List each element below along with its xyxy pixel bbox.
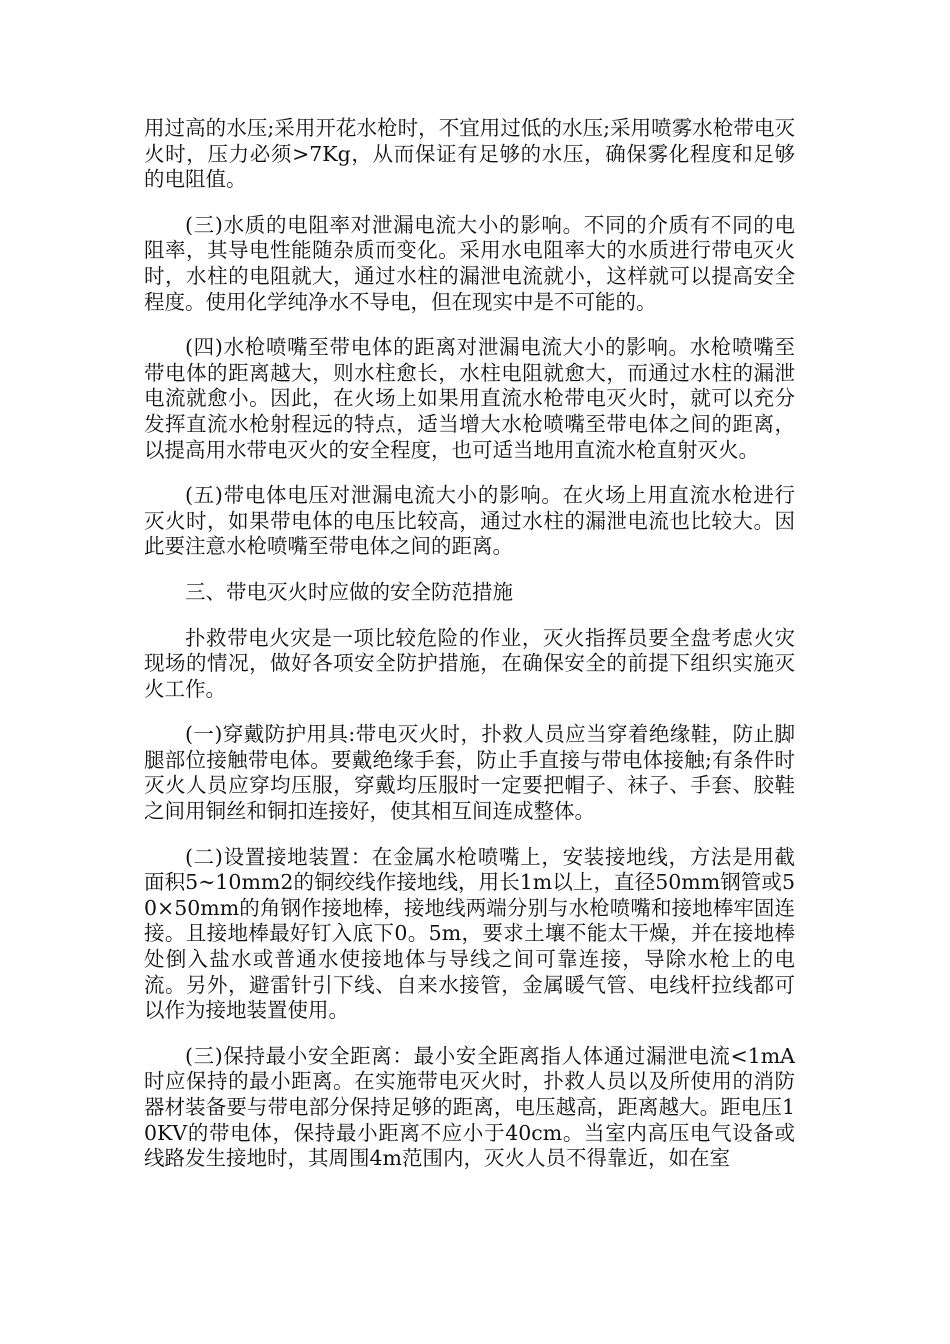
paragraph-voltage: (五)带电体电压对泄漏电流大小的影响。在火场上用直流水枪进行灭火时，如果带电体的电压比较高，通过水柱的漏泄电流也比较大。因此要注意水枪喷嘴至带电体之间的距离。	[144, 483, 795, 559]
document-page	[144, 116, 795, 1192]
paragraph-grounding: (二)设置接地装置：在金属水枪喷嘴上，安装接地线，方法是用截面积5~10mm2的铜绞线作接地线，用长1m以上，直径50mm钢管或50×50mm的角钢作接地棒，接地线两端分别与水枪喷嘴和接地棒牢固连接。且接地棒最好钉入底下0。5m，要求土壤不能太干燥，并在接地棒处倒入盐水或普通水使接地体与导线之间可靠连接，导除水枪上的电流。另外，避雷针引下线、自来水接管，金属暖气管、电线杆拉线都可以作为接地装置使用。	[144, 844, 795, 1023]
paragraph-safe-distance: (三)保持最小安全距离：最小安全距离指人体通过漏泄电流<1mA时应保持的最小距离。在实施带电灭火时，扑救人员以及所使用的消防器材装备要与带电部分保持足够的距离，电压越高，距离越大。距电压10KV的带电体，保持最小距离不应小于40cm。当室内高压电气设备或线路发生接地时，其周围4m范围内，灭火人员不得靠近，如在室	[144, 1043, 795, 1171]
paragraph-intro: 扑救带电火灾是一项比较危险的作业，灭火指挥员要全盘考虑火灾现场的情况，做好各项安全防护措施，在确保安全的前提下组织实施灭火工作。	[144, 625, 795, 701]
paragraph-continuation: 用过高的水压;采用开花水枪时，不宜用过低的水压;采用喷雾水枪带电灭火时，压力必须>7Kg，从而保证有足够的水压，确保雾化程度和足够的电阻值。	[144, 116, 795, 192]
paragraph-nozzle-distance: (四)水枪喷嘴至带电体的距离对泄漏电流大小的影响。水枪喷嘴至带电体的距离越大，则水柱愈长，水柱电阻就愈大，而通过水柱的漏泄电流就愈小。因此，在火场上如果用直流水枪带电灭火时，就可以充分发挥直流水枪射程远的特点，适当增大水枪喷嘴至带电体之间的距离，以提高用水带电灭火的安全程度，也可适当地用直流水枪直射灭火。	[144, 335, 795, 462]
section-heading: 三、带电灭火时应做的安全防范措施	[185, 579, 513, 604]
paragraph-water-quality: (三)水质的电阻率对泄漏电流大小的影响。不同的介质有不同的电阻率，其导电性能随杂质而变化。采用水电阻率大的水质进行带电灭火时，水柱的电阻就大，通过水柱的漏泄电流就小，这样就可以提高安全程度。使用化学纯净水不导电，但在现实中是不可能的。	[144, 212, 795, 314]
paragraph-protective-gear: (一)穿戴防护用具:带电灭火时，扑救人员应当穿着绝缘鞋，防止脚腿部位接触带电体。要戴绝缘手套，防止手直接与带电体接触;有条件时灭火人员应穿均压服，穿戴均压服时一定要把帽子、袜子、手套、胶鞋之间用铜丝和铜扣连接好，使其相互间连成整体。	[144, 722, 795, 824]
